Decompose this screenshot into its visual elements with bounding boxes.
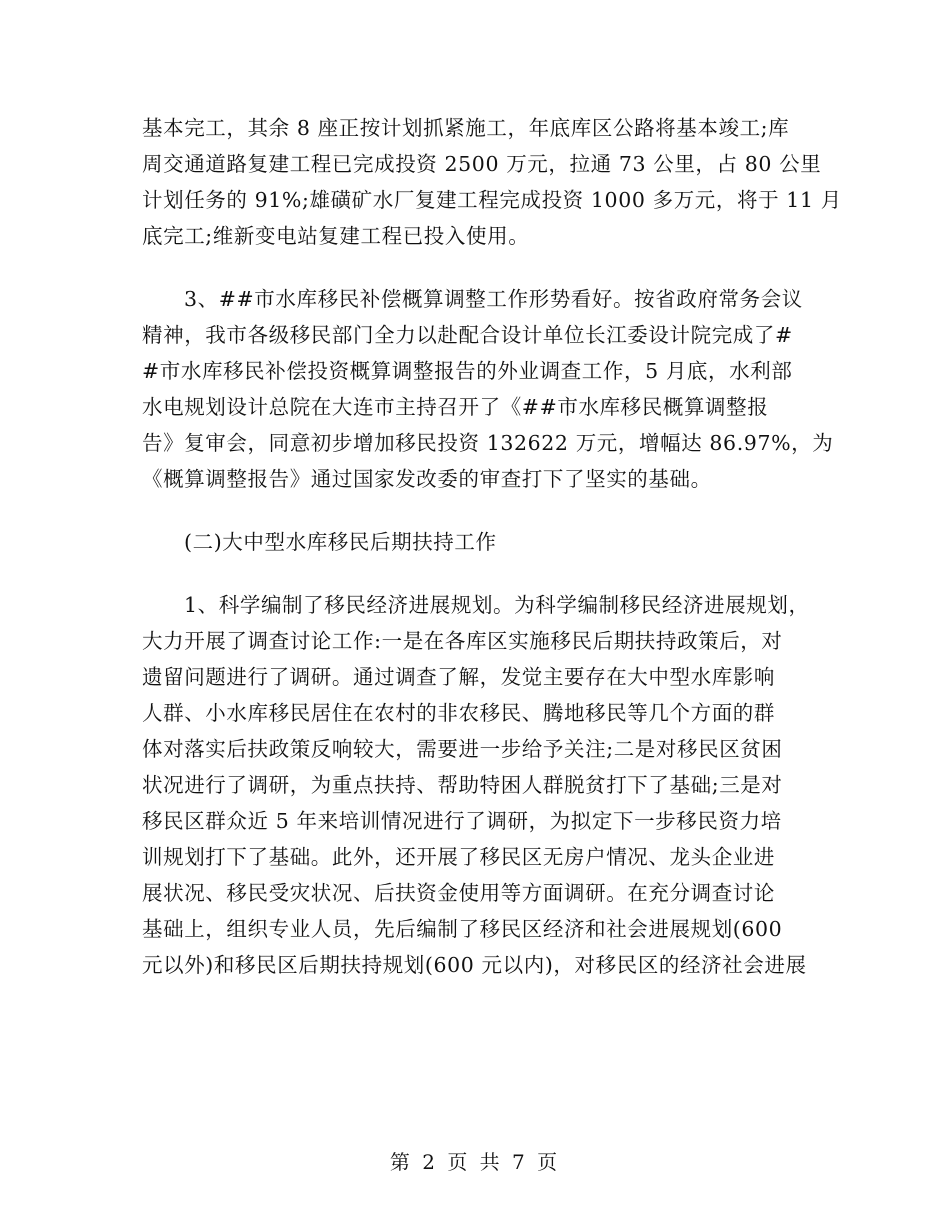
document-body xyxy=(142,110,842,983)
text-line: 训规划打下了基础。此外，还开展了移民区无房户情况、龙头企业进 xyxy=(142,845,775,869)
text-line: 水电规划设计总院在大连市主持召开了《##市水库移民概算调整报 xyxy=(142,395,769,419)
text-line: 遗留问题进行了调研。通过调查了解，发觉主要存在大中型水库影响 xyxy=(142,665,775,689)
text-line: 元以外)和移民区后期扶持规划(600 元以内)，对移民区的经济社会进展 xyxy=(142,953,807,977)
page-number-footer: 第 2 页 共 7 页 xyxy=(389,1150,561,1174)
text-line: 《概算调整报告》通过国家发改委的审查打下了坚实的基础。 xyxy=(142,467,712,491)
text-line: 计划任务的 91%;雄磺矿水厂复建工程完成投资 1000 多万元，将于 11 月 xyxy=(142,188,842,212)
section-heading-text: (二)大中型水库移民后期扶持工作 xyxy=(184,530,497,554)
text-line: 基本完工，其余 8 座正按计划抓紧施工，年底库区公路将基本竣工;库 xyxy=(142,116,790,140)
text-line: 大力开展了调查讨论工作:一是在各库区实施移民后期扶持政策后，对 xyxy=(142,629,783,653)
text-line: 1、科学编制了移民经济进展规划。为科学编制移民经济进展规划， xyxy=(184,593,810,617)
text-line: 周交通道路复建工程已完成投资 2500 万元，拉通 73 公里，占 80 公里 xyxy=(142,152,822,176)
text-line: #市水库移民补偿投资概算调整报告的外业调查工作，5 月底，水利部 xyxy=(142,359,793,383)
text-line: 基础上，组织专业人员，先后编制了移民区经济和社会进展规划(600 xyxy=(142,917,783,941)
text-line: 底完工;维新变电站复建工程已投入使用。 xyxy=(142,224,530,248)
paragraph-compensation-budget xyxy=(142,281,834,497)
text-line: 状况进行了调研，为重点扶持、帮助特困人群脱贫打下了基础;三是对 xyxy=(142,773,783,797)
text-line: 精神，我市各级移民部门全力以赴配合设计单位长江委设计院完成了# xyxy=(142,323,793,347)
text-line: 体对落实后扶政策反响较大，需要进一步给予关注;二是对移民区贫困 xyxy=(142,737,783,761)
paragraph-continuation xyxy=(142,110,842,254)
text-line: 移民区群众近 5 年来培训情况进行了调研，为拟定下一步移民资力培 xyxy=(142,809,782,833)
text-line: 告》复审会，同意初步增加移民投资 132622 万元，增幅达 86.97%，为 xyxy=(142,431,834,455)
text-line: 3、##市水库移民补偿概算调整工作形势看好。按省政府常务会议 xyxy=(184,287,803,311)
section-heading xyxy=(142,524,810,560)
text-line: 人群、小水库移民居住在农村的非农移民、腾地移民等几个方面的群 xyxy=(142,701,775,725)
text-line: 展状况、移民受灾状况、后扶资金使用等方面调研。在充分调查讨论 xyxy=(142,881,775,905)
paragraph-economic-plan xyxy=(142,587,810,983)
